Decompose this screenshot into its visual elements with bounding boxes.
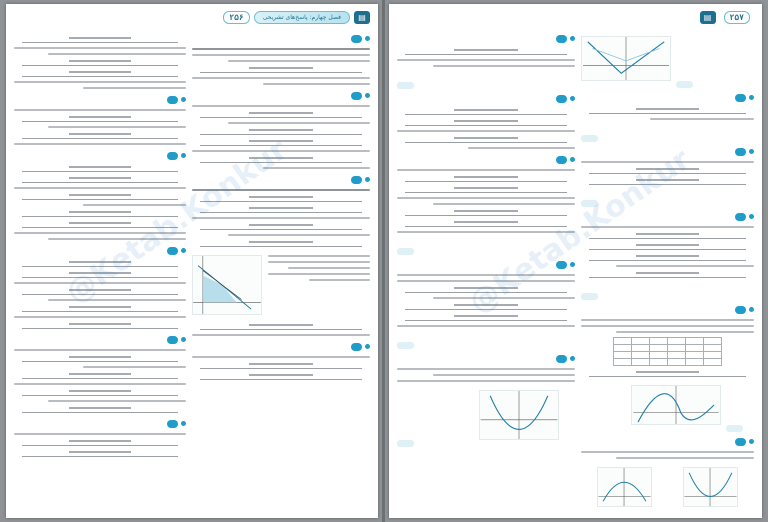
right-page-number: ۲۵۷ <box>724 11 750 24</box>
question-block <box>192 32 370 44</box>
bullet-icon <box>181 421 186 426</box>
question-block <box>397 32 575 44</box>
bullet-icon <box>749 214 754 219</box>
bullet-icon <box>181 337 186 342</box>
question-block <box>14 417 186 429</box>
book-logo-icon: ▤ <box>354 11 370 24</box>
bullet-icon <box>570 36 575 41</box>
bullet-icon <box>749 307 754 312</box>
watermark: @Ketab.Konkur <box>462 142 697 321</box>
cubic-graph <box>631 385 721 425</box>
bullet-icon <box>181 153 186 158</box>
bullet-icon <box>749 95 754 100</box>
question-block <box>581 145 754 157</box>
bullet-icon <box>365 177 370 182</box>
bullet-icon <box>365 344 370 349</box>
question-block <box>397 352 575 364</box>
note-tag <box>581 200 598 207</box>
question-block <box>581 91 754 103</box>
left-page-number: ۲۵۶ <box>223 11 249 24</box>
left-page-header-title: فصل چهارم: پاسخ‌های تشریحی <box>254 11 350 24</box>
bullet-icon <box>749 439 754 444</box>
question-block <box>581 435 754 447</box>
left-page-column-right <box>192 32 370 512</box>
left-page-column-left <box>14 32 186 512</box>
right-page <box>389 4 762 518</box>
watermark: @Ketab.Konkur <box>59 132 294 311</box>
note-tag <box>397 342 414 349</box>
question-block <box>14 93 186 105</box>
note-tag <box>581 293 598 300</box>
question-block <box>14 333 186 345</box>
bullet-icon <box>570 157 575 162</box>
question-block <box>192 89 370 101</box>
function-graph-b <box>683 467 738 507</box>
question-block <box>192 173 370 185</box>
absolute-value-graph <box>581 36 671 81</box>
sign-table <box>613 337 722 366</box>
question-block <box>14 149 186 161</box>
bullet-icon <box>749 149 754 154</box>
question-block <box>192 340 370 352</box>
book-spine <box>382 0 385 522</box>
right-page-column-left <box>397 32 575 512</box>
note-tag <box>726 425 743 432</box>
bullet-icon <box>365 93 370 98</box>
bullet-icon <box>570 96 575 101</box>
note-tag <box>397 82 414 89</box>
bullet-icon <box>181 248 186 253</box>
bullet-icon <box>570 262 575 267</box>
bullet-icon <box>365 36 370 41</box>
parabola-graph <box>479 390 559 440</box>
function-graph-a <box>597 467 652 507</box>
note-tag <box>397 440 414 447</box>
note-tag <box>397 248 414 255</box>
bullet-icon <box>570 356 575 361</box>
right-page-header <box>700 10 754 24</box>
right-page-column-right <box>581 32 754 512</box>
shaded-region-graph <box>192 255 262 315</box>
question-block <box>581 303 754 315</box>
left-page-header <box>219 10 370 24</box>
question-block <box>397 153 575 165</box>
question-block <box>397 258 575 270</box>
question-block <box>581 210 754 222</box>
book-logo-icon: ▤ <box>700 11 716 24</box>
left-page <box>6 4 378 518</box>
bullet-icon <box>181 97 186 102</box>
note-tag <box>581 135 598 142</box>
note-tag <box>676 81 693 88</box>
question-block <box>397 92 575 104</box>
question-block <box>14 244 186 256</box>
